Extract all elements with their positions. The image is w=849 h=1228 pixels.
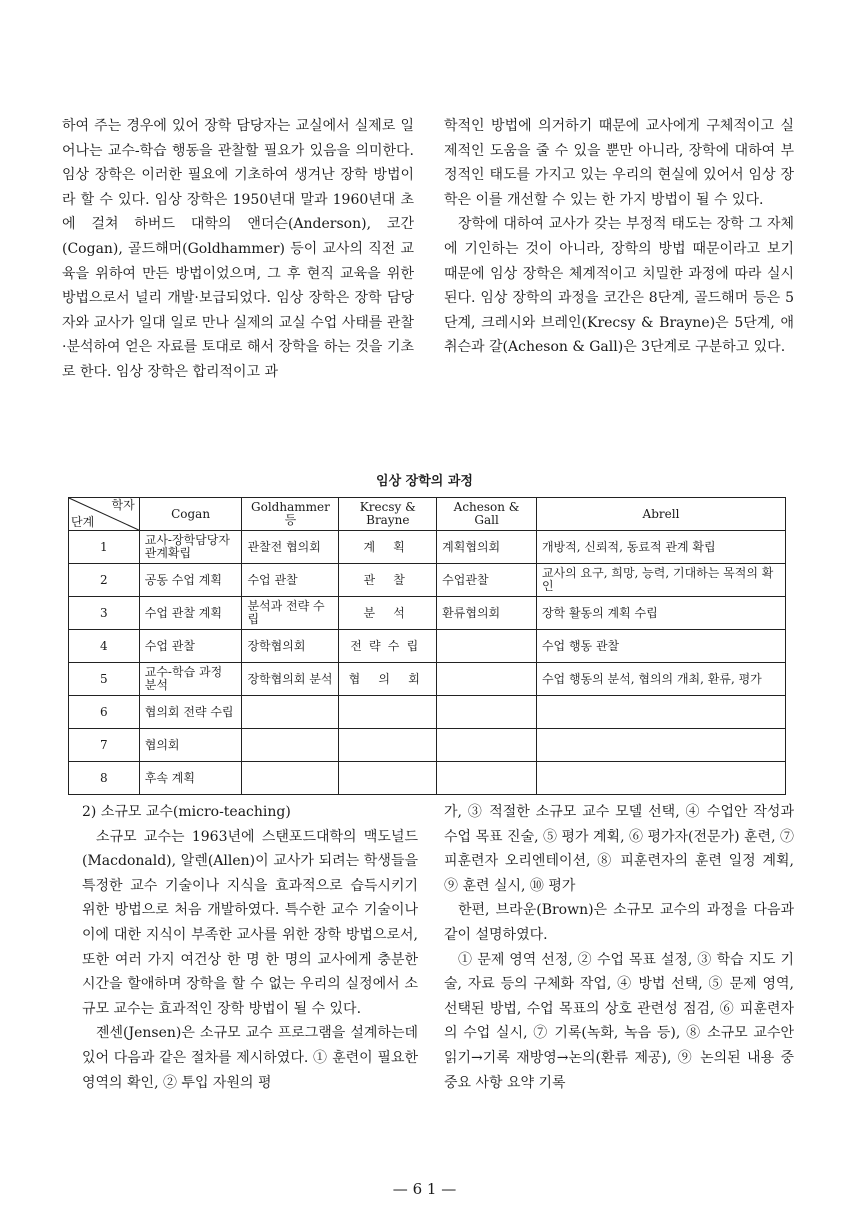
header-krecsy-brayne: Krecsy & Brayne: [339, 498, 437, 531]
cell-krecsy-brayne: 관 찰: [339, 564, 437, 597]
table-row: [69, 564, 786, 597]
cell-krecsy-brayne: 계 획: [339, 531, 437, 564]
header-cogan: Cogan: [139, 498, 242, 531]
cell-acheson-gall: 수업관찰: [437, 564, 537, 597]
cell-krecsy-brayne: [339, 696, 437, 729]
table-corner-cell: [69, 498, 140, 531]
cell-acheson-gall: 계획협의회: [437, 531, 537, 564]
corner-label-scholar: 학자: [111, 498, 135, 512]
cell-krecsy-brayne: 분 석: [339, 597, 437, 630]
cell-abrell: 개방적, 신뢰적, 동료적 관계 확립: [536, 531, 785, 564]
cell-krecsy-brayne: 전략수립: [339, 630, 437, 663]
corner-label-stage: 단계: [71, 515, 95, 529]
table-row: [69, 729, 786, 762]
process-table: [68, 497, 786, 795]
cell-cogan: 협의회: [139, 729, 242, 762]
text-column-top-right: [444, 114, 794, 360]
stage-number: 3: [69, 597, 140, 630]
section-heading: 2) 소규모 교수(micro-teaching): [82, 804, 291, 820]
cell-cogan: 수업 관찰: [139, 630, 242, 663]
cell-goldhammer: [242, 729, 339, 762]
cell-cogan: 수업 관찰 계획: [139, 597, 242, 630]
page-number: — 6 1 —: [392, 1180, 457, 1198]
stage-number: 6: [69, 696, 140, 729]
cell-acheson-gall: [437, 729, 537, 762]
cell-cogan: 교사-장학담당자관계확립: [139, 531, 242, 564]
cell-goldhammer: 분석과 전략 수립: [242, 597, 339, 630]
table-title: 임상 장학의 과정: [376, 474, 473, 489]
cell-cogan: 교수-학습 과정 분석: [139, 663, 242, 696]
cell-goldhammer: [242, 696, 339, 729]
cell-abrell: 수업 행동의 분석, 협의의 개최, 환류, 평가: [536, 663, 785, 696]
stage-number: 1: [69, 531, 140, 564]
stage-number: 7: [69, 729, 140, 762]
paragraph: 한편, 브라운(Brown)은 소규모 교수의 과정을 다음과 같이 설명하였다.: [444, 902, 794, 943]
table-row: [69, 762, 786, 795]
cell-goldhammer: 수업 관찰: [242, 564, 339, 597]
cell-acheson-gall: [437, 663, 537, 696]
cell-krecsy-brayne: [339, 762, 437, 795]
cell-acheson-gall: [437, 696, 537, 729]
header-abrell: Abrell: [536, 498, 785, 531]
cell-cogan: 공동 수업 계획: [139, 564, 242, 597]
cell-abrell: 교사의 요구, 희망, 능력, 기대하는 목적의 확인: [536, 564, 785, 597]
paragraph: ① 문제 영역 선정, ② 수업 목표 설정, ③ 학습 지도 기술, 자료 등의 구체화 작업, ④ 방법 선택, ⑤ 문제 영역, 선택된 방법, 수업 목표의 상호 관련성 점검, ⑥ 피훈련자의 수업 실시, ⑦ 기록(녹화, 녹음 등), ⑧ 소규모 교수안 읽기→기록 재방영→논의(환류 제공), ⑨ 논의된 내용 중 중요 사항 요약 기록: [444, 951, 794, 1091]
cell-abrell: 수업 행동 관찰: [536, 630, 785, 663]
header-goldhammer: Goldhammer 등: [242, 498, 339, 531]
text-column-bottom-left: [82, 800, 418, 1095]
table-row: [69, 597, 786, 630]
cell-acheson-gall: 환류협의회: [437, 597, 537, 630]
stage-number: 5: [69, 663, 140, 696]
cell-goldhammer: 관찰전 협의회: [242, 531, 339, 564]
table-row: [69, 696, 786, 729]
cell-abrell: [536, 696, 785, 729]
cell-acheson-gall: [437, 762, 537, 795]
cell-abrell: 장학 활동의 계획 수립: [536, 597, 785, 630]
stage-number: 8: [69, 762, 140, 795]
paragraph: 하여 주는 경우에 있어 장학 담당자는 교실에서 실제로 일어나는 교수-학습 행동을 관찰할 필요가 있음을 의미한다. 임상 장학은 이러한 필요에 기초하여 생겨난 장학 방법이라 할 수 있다. 임상 장학은 1950년대 말과 1960년대 초에 걸쳐 하버드 대학의 앤더슨(Anderson), 코간(Cogan), 골드해머(Goldhammer) 등이 교사의 직전 교육을 위하여 만든 방법이었으며, 그 후 현직 교육을 위한 방법으로서 널리 개발·보급되었다. 임상 장학은 장학 담당자와 교사가 일대 일로 만나 실제의 교실 수업 사태를 관찰·분석하여 얻은 자료를 토대로 해서 장학을 하는 것을 기초로 한다. 임상 장학은 합리적이고 과: [62, 118, 414, 380]
paragraph: 가, ③ 적절한 소규모 교수 모델 선택, ④ 수업안 작성과 수업 목표 진술, ⑤ 평가 계획, ⑥ 평가자(전문가) 훈련, ⑦ 피훈련자 오리엔테이션, ⑧ 피훈련자의 훈련 일정 계획, ⑨ 훈련 실시, ⑩ 평가: [444, 804, 794, 894]
table-header-row: [69, 498, 786, 531]
cell-abrell: [536, 762, 785, 795]
paragraph: 젠센(Jensen)은 소규모 교수 프로그램을 설계하는데 있어 다음과 같은 절차를 제시하였다. ① 훈련이 필요한 영역의 확인, ② 투입 자원의 평: [82, 1025, 418, 1091]
cell-krecsy-brayne: [339, 729, 437, 762]
table-row: [69, 663, 786, 696]
text-column-top-left: [62, 114, 414, 385]
paragraph: 학적인 방법에 의거하기 때문에 교사에게 구체적이고 실제적인 도움을 줄 수 있을 뿐만 아니라, 장학에 대하여 부정적인 태도를 가지고 있는 우리의 현실에 있어서 임상 장학은 이를 개선할 수 있는 한 가지 방법이 될 수 있다.: [444, 118, 794, 208]
cell-cogan: 협의회 전략 수립: [139, 696, 242, 729]
cell-krecsy-brayne: 협 의 회: [339, 663, 437, 696]
stage-number: 2: [69, 564, 140, 597]
cell-goldhammer: 장학협의회: [242, 630, 339, 663]
cell-goldhammer: [242, 762, 339, 795]
table-row: [69, 630, 786, 663]
cell-abrell: [536, 729, 785, 762]
cell-acheson-gall: [437, 630, 537, 663]
table-row: [69, 531, 786, 564]
cell-goldhammer: 장학협의회 분석: [242, 663, 339, 696]
cell-cogan: 후속 계획: [139, 762, 242, 795]
paragraph: 장학에 대하여 교사가 갖는 부정적 태도는 장학 그 자체에 기인하는 것이 아니라, 장학의 방법 때문이라고 보기 때문에 임상 장학은 체계적이고 치밀한 과정에 따라 실시된다. 임상 장학의 과정을 코간은 8단계, 골드해머 등은 5단계, 크레시와 브레인(Krecsy & Brayne)은 5단계, 애취슨과 갈(Acheson & Gall)은 3단계로 구분하고 있다.: [444, 216, 794, 356]
text-column-bottom-right: [444, 800, 794, 1095]
header-acheson-gall: Acheson & Gall: [437, 498, 537, 531]
paragraph: 소규모 교수는 1963년에 스탠포드대학의 맥도널드(Macdonald), 알렌(Allen)이 교사가 되려는 학생들을 특정한 교수 기술이나 지식을 효과적으로 습득시키기 위한 방법으로 처음 개발하였다. 특수한 교수 기술이나 이에 대한 지식이 부족한 교사를 위한 장학 방법으로서, 또한 여러 가지 여건상 한 명 한 명의 교사에게 충분한 시간을 할애하며 장학을 할 수 없는 우리의 실정에서 소규모 교수는 효과적인 장학 방법이 될 수 있다.: [82, 828, 418, 1017]
stage-number: 4: [69, 630, 140, 663]
